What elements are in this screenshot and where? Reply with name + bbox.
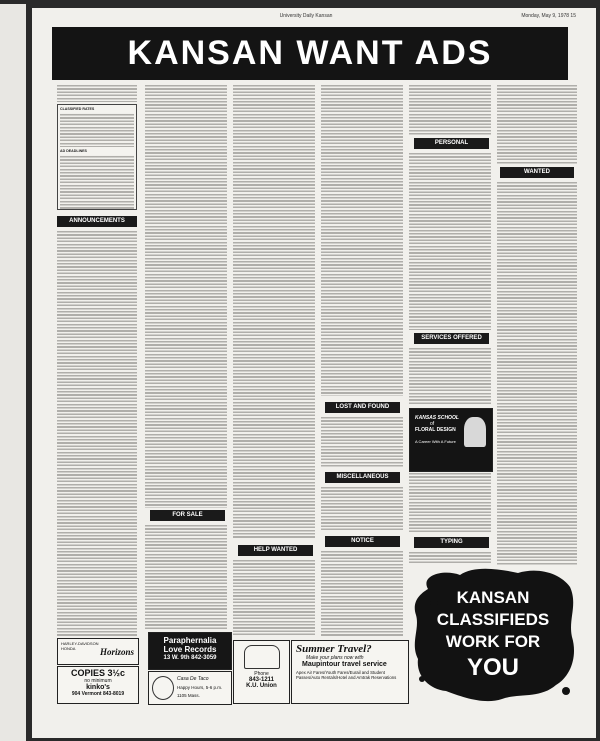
ad-floral-design: [409, 408, 493, 472]
section-notice: NOTICE: [325, 536, 400, 547]
rates-title: CLASSIFIED RATES: [60, 107, 95, 111]
copies-no-minimum: no minimum: [84, 678, 112, 684]
blob-line-classifieds: CLASSIFIEDS: [436, 610, 550, 629]
floral-of: of: [430, 421, 435, 427]
horizons-line1: HARLEY-DAVIDSON: [61, 641, 99, 646]
copies-title: COPIES 3½c: [70, 668, 126, 678]
classified-rates-box: [57, 104, 137, 210]
header-date-page: Monday, May 9, 1978 15: [521, 13, 576, 19]
summer-travel-sub: Make your plans now with: [306, 655, 364, 661]
section-typing: TYPING: [414, 537, 489, 548]
header-publication: University Daily Kansan: [279, 13, 333, 19]
blob-line-work-for: WORK FOR: [445, 632, 541, 651]
want-ads-banner: KANSAN WANT ADS: [52, 27, 568, 80]
text-column-1: [57, 84, 137, 102]
text-column-5c: [409, 347, 491, 405]
page-header: [36, 13, 576, 23]
adjacent-page-edge: [0, 4, 26, 741]
section-miscellaneous: MISCELLANEOUS: [325, 472, 400, 483]
section-lost-found: LOST AND FOUND: [325, 402, 400, 413]
text-column-5b: [409, 152, 491, 330]
floral-career: A Career With A Future: [415, 439, 456, 444]
section-wanted: WANTED: [500, 167, 574, 178]
text-column-3: [233, 84, 315, 538]
paraphernalia-title: Paraphernalia: [163, 636, 217, 645]
phone-number: 843-1211: [248, 677, 275, 683]
copies-brand: kinko's: [86, 684, 110, 691]
section-help-wanted-bar: HELP WANTED: [238, 545, 313, 556]
text-column-3b: [233, 559, 315, 635]
casa-address: 1105 Mass.: [177, 693, 200, 698]
phone-location: K.U. Union: [246, 683, 277, 689]
copies-address: 904 Vermont 843-8019: [71, 691, 125, 697]
blob-line-you: YOU: [466, 654, 520, 681]
text-column-6b: [497, 181, 577, 565]
taco-illustration: [152, 676, 174, 700]
paraphernalia-address: 13 W. 9th 842-3059: [163, 655, 217, 661]
paraphernalia-records: Love Records: [163, 645, 217, 654]
text-column-6: [497, 84, 577, 164]
summer-travel-title: Summer Travel?: [296, 643, 372, 655]
rates-deadline-title: AD DEADLINES: [60, 149, 87, 153]
horizons-logo: Horizons: [99, 647, 134, 657]
text-column-1b: [57, 230, 137, 636]
casa-happy-hours: Happy Hours, 5-6 p.m.: [177, 685, 223, 690]
maupintour-brand: Maupintour travel service: [302, 661, 387, 668]
text-column-5d: [409, 472, 491, 534]
text-column-2b: [145, 524, 227, 630]
floral-portrait: [464, 417, 486, 447]
phone-label: Phone: [254, 671, 269, 677]
casa-name: Casa De Taco: [177, 676, 209, 682]
text-column-4d: [321, 550, 403, 636]
section-for-sale: FOR SALE: [150, 510, 225, 521]
ad-horizons: [57, 638, 139, 665]
section-announcements: ANNOUNCEMENTS: [57, 216, 137, 227]
floral-design: FLORAL DESIGN: [415, 427, 456, 433]
ad-summer-travel: [291, 640, 409, 704]
horizons-line2: HONDA: [61, 646, 76, 651]
text-column-4b: [321, 416, 403, 468]
rates-table: [60, 113, 134, 147]
text-column-5: [409, 84, 491, 136]
floral-school: KANSAS SCHOOL: [415, 415, 459, 421]
summer-travel-desc: Apex Air Fares/Youth Fares/Eurail and Student Passes/Auto Rentals/Hotel and Amtrak Reservations: [296, 670, 397, 680]
ad-kinkos-copies: [57, 666, 139, 704]
text-column-4c: [321, 486, 403, 532]
telephone-illustration: [244, 645, 280, 669]
blob-line-kansan: KANSAN: [456, 588, 530, 607]
section-services-offered: SERVICES OFFERED: [414, 333, 489, 344]
ad-phone-union: [233, 640, 290, 704]
rates-deadline-text: [60, 155, 134, 209]
classifieds-work-for-you-blob: [410, 567, 576, 703]
text-column-2: [145, 84, 227, 508]
ad-paraphernalia: [148, 632, 232, 670]
section-personal: PERSONAL: [414, 138, 489, 149]
ad-casa-de-taco: [148, 671, 232, 705]
text-column-5e: [409, 551, 491, 565]
text-column-4: [321, 84, 403, 396]
